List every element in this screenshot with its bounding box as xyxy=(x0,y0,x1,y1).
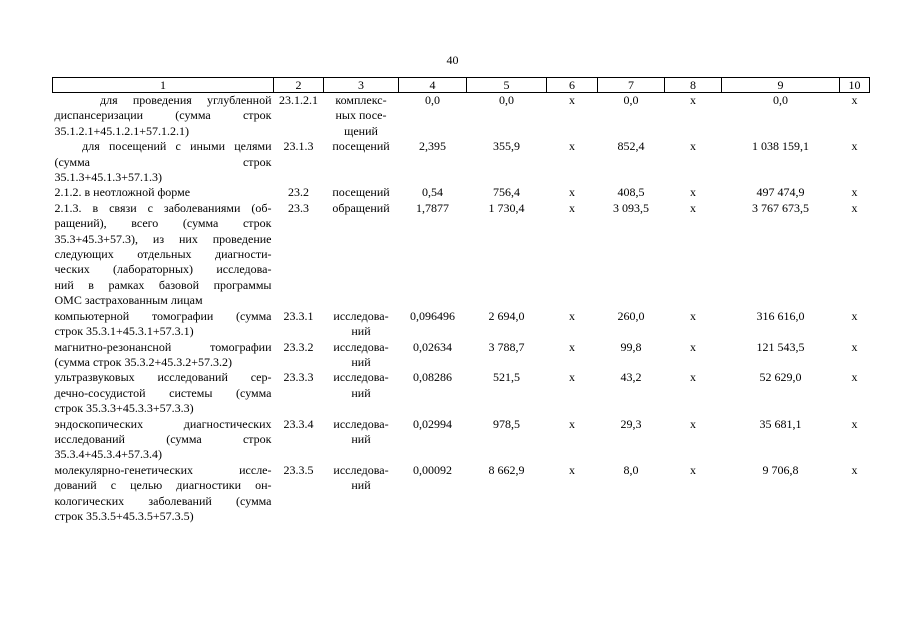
row-value-cell-c9: 9 706,8 xyxy=(762,462,799,477)
row-value-cell-c4: 0,00092 xyxy=(413,462,452,477)
table-header-row xyxy=(53,78,870,93)
row-value-cell-c6: х xyxy=(569,370,575,385)
row-value-cell-c7: 260,0 xyxy=(617,308,645,323)
row-name-line: ний в рамках базовой программы xyxy=(54,277,272,292)
row-unit-line: ний xyxy=(351,385,371,400)
row-name-line: эндоскопических диагностических xyxy=(54,416,272,431)
row-code-cell: 23.1.2.1 xyxy=(279,93,318,107)
row-unit-line: исследова- xyxy=(333,462,389,477)
row-name-line: 2.1.3. в связи с заболеваниями (об- xyxy=(54,200,272,215)
row-value-cell-c6: х xyxy=(569,462,575,477)
row-value-cell-c8: х xyxy=(690,339,696,354)
row-name-line: 35.1.2.1+45.1.2.1+57.1.2.1) xyxy=(54,123,190,138)
row-name-line: для проведения углубленной xyxy=(54,93,272,107)
column-header: 1 xyxy=(53,78,274,93)
table-row xyxy=(53,201,870,309)
row-unit-line: ний xyxy=(351,354,371,369)
row-unit-line: исследова- xyxy=(333,416,389,431)
row-value-cell-c10: х xyxy=(851,200,858,215)
row-code-cell: 23.3 xyxy=(288,200,309,215)
row-unit-line: ных посе- xyxy=(335,108,387,123)
row-name-cell xyxy=(53,417,274,463)
row-value-cell-c6: х xyxy=(569,139,575,154)
row-name-line: строк 35.3.3+45.3.3+57.3.3) xyxy=(54,401,194,416)
column-header: 5 xyxy=(467,78,547,93)
row-value-cell-c5: 355,9 xyxy=(493,139,520,154)
row-value-cell-c9: 316 616,0 xyxy=(756,308,805,323)
table-row xyxy=(53,93,870,140)
row-value-cell-c8: х xyxy=(690,308,696,323)
row-code-cell: 23.2 xyxy=(288,185,309,200)
row-value-cell-c9: 497 474,9 xyxy=(756,185,805,200)
row-name-line: 35.3+45.3+57.3), из них проведение xyxy=(54,231,272,246)
row-value-cell-c7: 8,0 xyxy=(623,462,639,477)
row-name-cell xyxy=(53,93,274,140)
data-table xyxy=(52,77,870,524)
row-name-line: молекулярно-генетических иссле- xyxy=(54,462,272,477)
row-value-cell-c6: х xyxy=(569,339,575,354)
row-value-cell-c8: х xyxy=(690,93,696,107)
row-unit-cell xyxy=(324,93,399,140)
table-row xyxy=(53,309,870,340)
row-unit-line: исследова- xyxy=(333,339,389,354)
row-value-cell-c6: х xyxy=(569,416,575,431)
row-value-cell-c10: х xyxy=(851,308,858,323)
row-name-cell xyxy=(53,370,274,416)
row-unit-line: исследова- xyxy=(333,308,389,323)
table-row xyxy=(53,370,870,416)
row-code-cell: 23.3.4 xyxy=(283,416,314,431)
column-header: 7 xyxy=(598,78,665,93)
row-value-cell-c9: 52 629,0 xyxy=(759,370,802,385)
row-value-cell-c6: х xyxy=(569,93,575,107)
row-name-line: дечно-сосудистой системы (сумма xyxy=(54,385,272,400)
row-unit-cell xyxy=(324,201,399,309)
row-unit-cell xyxy=(324,417,399,463)
row-value-cell-c8: х xyxy=(690,370,696,385)
table-body xyxy=(53,93,870,525)
row-unit-line: посещений xyxy=(332,139,390,154)
row-unit-line: щений xyxy=(344,123,378,138)
row-value-cell-c6: х xyxy=(569,308,575,323)
row-value-cell-c5: 8 662,9 xyxy=(488,462,525,477)
row-value-cell-c5: 756,4 xyxy=(493,185,520,200)
row-value-cell-c8: х xyxy=(690,462,696,477)
row-value-cell-c5: 978,5 xyxy=(493,416,520,431)
row-name-line: (сумма строк xyxy=(54,154,272,169)
row-name-cell xyxy=(53,340,274,371)
row-name-cell xyxy=(53,463,274,525)
row-value-cell-c7: 408,5 xyxy=(617,185,645,200)
row-value-cell-c8: х xyxy=(690,185,696,200)
table-row xyxy=(53,139,870,185)
row-value-cell-c10: х xyxy=(851,93,858,107)
row-value-cell-c5: 1 730,4 xyxy=(488,200,525,215)
column-header: 10 xyxy=(840,78,870,93)
column-header: 3 xyxy=(324,78,399,93)
row-unit-line: комплекс- xyxy=(335,93,387,107)
row-value-cell-c7: 0,0 xyxy=(623,93,639,107)
page-number: 40 xyxy=(446,53,459,67)
row-name-line: магнитно-резонансной томографии xyxy=(54,339,272,354)
row-value-cell-c4: 0,0 xyxy=(425,93,440,107)
column-header: 4 xyxy=(399,78,467,93)
row-name-line: исследований (сумма строк xyxy=(54,431,272,446)
row-unit-cell xyxy=(324,185,399,200)
row-value-cell-c4: 0,02634 xyxy=(413,339,452,354)
row-value-cell-c9: 0,0 xyxy=(773,93,788,107)
row-unit-line: ний xyxy=(351,478,371,493)
row-value-cell-c4: 0,096496 xyxy=(410,308,455,323)
row-name-cell xyxy=(53,139,274,185)
row-value-cell-c5: 3 788,7 xyxy=(488,339,525,354)
row-value-cell-c6: х xyxy=(569,200,575,215)
row-value-cell-c8: х xyxy=(690,139,696,154)
row-name-cell xyxy=(53,309,274,340)
row-value-cell-c10: х xyxy=(851,462,858,477)
row-value-cell-c10: х xyxy=(851,370,858,385)
row-unit-line: ний xyxy=(351,431,371,446)
table-row xyxy=(53,463,870,525)
row-value-cell-c8: х xyxy=(690,200,696,215)
row-name-line: следующих отдельных диагности- xyxy=(54,247,272,262)
row-value-cell-c10: х xyxy=(851,185,858,200)
row-value-cell-c4: 2,395 xyxy=(419,139,446,154)
row-code-cell: 23.1.3 xyxy=(283,139,314,154)
row-name-line: кологических заболеваний (сумма xyxy=(54,493,272,508)
row-value-cell-c10: х xyxy=(851,139,858,154)
row-value-cell-c4: 0,02994 xyxy=(413,416,452,431)
row-unit-line: посещений xyxy=(332,185,390,200)
row-unit-line: ний xyxy=(351,324,371,339)
row-name-line: 35.1.3+45.1.3+57.1.3) xyxy=(54,170,163,185)
row-value-cell-c10: х xyxy=(851,416,858,431)
row-value-cell-c4: 0,54 xyxy=(422,185,443,200)
row-name-line: диспансеризации (сумма строк xyxy=(54,108,272,123)
row-name-line: 2.1.2. в неотложной форме xyxy=(54,185,191,200)
row-name-line: компьютерной томографии (сумма xyxy=(54,308,272,323)
row-value-cell-c8: х xyxy=(690,416,696,431)
row-name-cell xyxy=(53,201,274,309)
column-header: 6 xyxy=(547,78,598,93)
table-row xyxy=(53,340,870,371)
row-unit-cell xyxy=(324,370,399,416)
row-name-line: 35.3.4+45.3.4+57.3.4) xyxy=(54,447,163,462)
row-code-cell: 23.3.5 xyxy=(283,462,314,477)
row-name-line: ческих (лабораторных) исследова- xyxy=(54,262,272,277)
row-unit-cell xyxy=(324,139,399,185)
row-value-cell-c5: 2 694,0 xyxy=(488,308,525,323)
row-value-cell-c4: 0,08286 xyxy=(413,370,452,385)
row-name-line: дований с целью диагностики он- xyxy=(54,478,272,493)
row-value-cell-c10: х xyxy=(851,339,858,354)
row-value-cell-c4: 1,7877 xyxy=(416,200,449,215)
column-header: 8 xyxy=(665,78,722,93)
row-name-line: для посещений с иными целями xyxy=(54,139,272,154)
row-value-cell-c5: 521,5 xyxy=(493,370,520,385)
row-name-line: строк 35.3.1+45.3.1+57.3.1) xyxy=(54,324,194,339)
column-header: 2 xyxy=(274,78,324,93)
row-unit-cell xyxy=(324,309,399,340)
row-value-cell-c7: 852,4 xyxy=(617,139,645,154)
row-code-cell: 23.3.3 xyxy=(283,370,314,385)
column-header: 9 xyxy=(722,78,840,93)
row-value-cell-c7: 3 093,5 xyxy=(613,200,649,215)
table-row xyxy=(53,417,870,463)
row-name-line: строк 35.3.5+45.3.5+57.3.5) xyxy=(54,508,194,523)
row-name-line: ультразвуковых исследований сер- xyxy=(54,370,272,385)
row-value-cell-c9: 1 038 159,1 xyxy=(752,139,809,154)
row-value-cell-c9: 3 767 673,5 xyxy=(752,200,809,215)
row-value-cell-c7: 99,8 xyxy=(620,339,642,354)
row-unit-cell xyxy=(324,340,399,371)
row-value-cell-c6: х xyxy=(569,185,575,200)
table-row xyxy=(53,185,870,200)
row-unit-line: исследова- xyxy=(333,370,389,385)
row-unit-cell xyxy=(324,463,399,525)
row-name-line: ОМС застрахованным лицам xyxy=(54,293,203,308)
row-value-cell-c9: 121 543,5 xyxy=(756,339,805,354)
row-value-cell-c5: 0,0 xyxy=(499,93,514,107)
row-value-cell-c7: 29,3 xyxy=(620,416,642,431)
row-code-cell: 23.3.2 xyxy=(283,339,314,354)
row-name-line: ращений), всего (сумма строк xyxy=(54,216,272,231)
row-name-line: (сумма строк 35.3.2+45.3.2+57.3.2) xyxy=(54,354,233,369)
row-value-cell-c7: 43,2 xyxy=(620,370,642,385)
row-code-cell: 23.3.1 xyxy=(283,308,314,323)
row-value-cell-c9: 35 681,1 xyxy=(759,416,802,431)
row-unit-line: обращений xyxy=(332,200,390,215)
row-name-cell xyxy=(53,185,274,200)
